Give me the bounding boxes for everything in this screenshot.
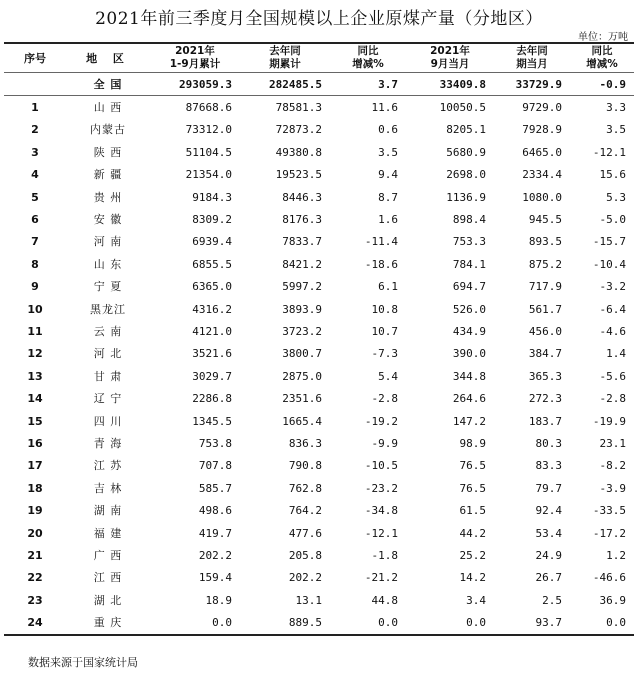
cell-month: 344.8	[452, 369, 486, 383]
cell-month: 147.2	[452, 414, 486, 428]
cell-region: 广 西	[93, 548, 123, 562]
cell-ytd: 6855.5	[192, 257, 232, 271]
cell-last-month: 92.4	[535, 504, 562, 518]
cell-index: 7	[31, 235, 39, 249]
cell-region: 福 建	[93, 526, 123, 540]
cell-ytd-yoy: 3.7	[378, 77, 398, 91]
cell-last-month: 6465.0	[522, 145, 562, 159]
cell-ytd: 6365.0	[192, 280, 232, 294]
cell-ytd: 8309.2	[192, 213, 232, 227]
cell-ytd: 3029.7	[192, 369, 232, 383]
header-last-ytd-line1: 去年同	[269, 45, 301, 57]
cell-month: 1136.9	[446, 190, 486, 204]
cell-last-month: 93.7	[535, 616, 562, 630]
cell-last-ytd: 764.2	[288, 504, 322, 518]
cell-last-ytd: 3893.9	[282, 302, 322, 316]
table-row	[4, 522, 634, 544]
cell-last-ytd: 1665.4	[282, 414, 322, 428]
cell-month-yoy: 5.3	[606, 190, 626, 204]
cell-last-month: 717.9	[528, 280, 562, 294]
cell-last-month: 26.7	[535, 571, 562, 585]
header-last-ytd	[240, 43, 330, 73]
table-header-row	[4, 43, 634, 73]
cell-region: 湖 南	[93, 504, 123, 518]
cell-last-ytd: 72873.2	[275, 123, 322, 137]
header-region: 地 区	[66, 43, 150, 73]
cell-month: 14.2	[459, 571, 486, 585]
cell-region: 四 川	[93, 414, 123, 428]
cell-index: 14	[27, 392, 43, 406]
cell-last-ytd: 5997.2	[282, 280, 322, 294]
cell-month: 390.0	[452, 347, 486, 361]
cell-index: 1	[31, 101, 39, 115]
cell-last-month: 53.4	[535, 526, 562, 540]
cell-ytd: 202.2	[198, 548, 232, 562]
cell-region: 辽 宁	[93, 392, 123, 406]
cell-ytd-yoy: -19.2	[364, 414, 398, 428]
cell-ytd: 6939.4	[192, 235, 232, 249]
cell-ytd-yoy: 10.8	[371, 302, 398, 316]
cell-ytd-yoy: 6.1	[378, 280, 398, 294]
cell-month: 898.4	[452, 213, 486, 227]
cell-month-yoy: -46.6	[592, 571, 626, 585]
cell-region: 贵 州	[93, 190, 123, 204]
cell-last-ytd: 205.8	[288, 548, 322, 562]
cell-ytd-yoy: -11.4	[364, 235, 398, 249]
cell-region: 安 徽	[93, 213, 123, 227]
cell-ytd-yoy: 1.6	[378, 213, 398, 227]
cell-index: 13	[27, 369, 43, 383]
cell-last-month: 83.3	[535, 459, 562, 473]
header-ytd-line2: 1-9月累计	[169, 58, 221, 70]
cell-last-ytd: 790.8	[288, 459, 322, 473]
cell-last-ytd: 13.1	[295, 593, 322, 607]
cell-ytd-yoy: -2.8	[371, 392, 398, 406]
cell-index	[4, 73, 66, 96]
cell-month-yoy: -5.6	[599, 369, 626, 383]
cell-last-ytd: 477.6	[288, 526, 322, 540]
cell-last-ytd: 8421.2	[282, 257, 322, 271]
cell-month-yoy: 3.5	[606, 123, 626, 137]
cell-region: 甘 肃	[93, 369, 123, 383]
cell-last-ytd: 19523.5	[275, 168, 322, 182]
cell-month: 25.2	[459, 548, 486, 562]
cell-region: 江 苏	[93, 459, 123, 473]
cell-region: 黑龙江	[90, 302, 126, 316]
cell-last-ytd: 889.5	[288, 616, 322, 630]
cell-month-yoy: -2.8	[599, 392, 626, 406]
cell-index: 21	[27, 548, 43, 562]
coal-production-table	[4, 42, 634, 636]
cell-index: 2	[31, 123, 39, 137]
cell-month-yoy: -5.0	[599, 213, 626, 227]
cell-ytd: 1345.5	[192, 414, 232, 428]
table-row	[4, 499, 634, 521]
header-index: 序号	[4, 43, 66, 73]
header-ytd-yoy-line2: 增减%	[352, 58, 384, 70]
table-row	[4, 343, 634, 365]
cell-region: 内蒙古	[90, 123, 126, 137]
cell-month: 434.9	[452, 324, 486, 338]
cell-region: 全 国	[93, 77, 123, 91]
table-row	[4, 320, 634, 342]
table-row	[4, 544, 634, 566]
cell-index: 8	[31, 257, 39, 271]
cell-region: 青 海	[93, 436, 123, 450]
cell-ytd: 51104.5	[185, 145, 232, 159]
header-ytd-line1: 2021年	[175, 45, 215, 57]
cell-month: 10050.5	[439, 101, 486, 115]
header-last-month-line2: 期当月	[516, 58, 548, 70]
cell-region: 山 东	[93, 257, 123, 271]
cell-last-month: 893.5	[528, 235, 562, 249]
cell-last-ytd: 8446.3	[282, 190, 322, 204]
cell-ytd: 753.8	[198, 436, 232, 450]
cell-last-month: 1080.0	[522, 190, 562, 204]
cell-ytd-yoy: 9.4	[378, 168, 398, 182]
cell-month: 33409.8	[439, 77, 486, 91]
table-row	[4, 253, 634, 275]
cell-month-yoy: -3.9	[599, 481, 626, 495]
cell-ytd-yoy: 10.7	[371, 324, 398, 338]
cell-ytd: 585.7	[198, 481, 232, 495]
header-month-yoy-line1: 同比	[591, 45, 613, 57]
cell-last-month: 2.5	[542, 593, 562, 607]
cell-ytd-yoy: -10.5	[364, 459, 398, 473]
cell-month: 264.6	[452, 392, 486, 406]
cell-month: 0.0	[466, 616, 486, 630]
cell-index: 5	[31, 190, 39, 204]
cell-ytd-yoy: -1.8	[371, 548, 398, 562]
cell-region: 山 西	[93, 101, 123, 115]
cell-month-yoy: -17.2	[592, 526, 626, 540]
cell-ytd: 9184.3	[192, 190, 232, 204]
cell-ytd-yoy: 3.5	[378, 145, 398, 159]
cell-ytd: 4121.0	[192, 324, 232, 338]
cell-last-month: 24.9	[535, 548, 562, 562]
table-row	[4, 164, 634, 186]
cell-month-yoy: -8.2	[599, 459, 626, 473]
cell-last-month: 9729.0	[522, 101, 562, 115]
cell-region: 吉 林	[93, 481, 123, 495]
cell-last-month: 183.7	[528, 414, 562, 428]
cell-last-month: 80.3	[535, 436, 562, 450]
cell-region: 河 北	[93, 347, 123, 361]
cell-index: 18	[27, 481, 43, 495]
cell-ytd: 293059.3	[179, 77, 232, 91]
cell-ytd-yoy: 0.0	[378, 616, 398, 630]
cell-last-month: 7928.9	[522, 123, 562, 137]
cell-month: 5680.9	[446, 145, 486, 159]
cell-region: 河 南	[93, 235, 123, 249]
table-row	[4, 477, 634, 499]
cell-last-month: 272.3	[528, 392, 562, 406]
cell-month: 694.7	[452, 280, 486, 294]
cell-month: 61.5	[459, 504, 486, 518]
table-row	[4, 141, 634, 163]
cell-index: 6	[31, 213, 39, 227]
cell-last-month: 945.5	[528, 213, 562, 227]
cell-last-ytd: 3723.2	[282, 324, 322, 338]
cell-last-ytd: 49380.8	[275, 145, 322, 159]
cell-region: 陕 西	[93, 145, 123, 159]
cell-last-ytd: 3800.7	[282, 347, 322, 361]
cell-index: 12	[27, 347, 43, 361]
table-row	[4, 231, 634, 253]
cell-region: 湖 北	[93, 593, 123, 607]
cell-last-ytd: 78581.3	[275, 101, 322, 115]
header-month-yoy	[570, 43, 634, 73]
cell-region: 宁 夏	[93, 280, 123, 294]
cell-region: 重 庆	[93, 616, 123, 630]
cell-last-month: 875.2	[528, 257, 562, 271]
table-row	[4, 298, 634, 320]
cell-ytd-yoy: 5.4	[378, 369, 398, 383]
cell-index: 24	[27, 616, 43, 630]
table-row	[4, 276, 634, 298]
cell-month-yoy: 3.3	[606, 101, 626, 115]
table-row	[4, 611, 634, 634]
cell-ytd-yoy: 44.8	[371, 593, 398, 607]
table-row	[4, 432, 634, 454]
table-row-total	[4, 73, 634, 96]
cell-ytd-yoy: -34.8	[364, 504, 398, 518]
cell-ytd-yoy: -21.2	[364, 571, 398, 585]
header-ytd-yoy	[330, 43, 406, 73]
cell-last-ytd: 202.2	[288, 571, 322, 585]
cell-month-yoy: 36.9	[599, 593, 626, 607]
cell-month: 2698.0	[446, 168, 486, 182]
table-row	[4, 186, 634, 208]
cell-ytd: 2286.8	[192, 392, 232, 406]
cell-index: 17	[27, 459, 43, 473]
cell-month: 8205.1	[446, 123, 486, 137]
cell-month: 526.0	[452, 302, 486, 316]
cell-region: 江 西	[93, 571, 123, 585]
cell-ytd: 707.8	[198, 459, 232, 473]
cell-ytd-yoy: -7.3	[371, 347, 398, 361]
cell-index: 4	[31, 168, 39, 182]
cell-ytd-yoy: 0.6	[378, 123, 398, 137]
cell-ytd: 498.6	[198, 504, 232, 518]
cell-index: 3	[31, 145, 39, 159]
cell-last-ytd: 7833.7	[282, 235, 322, 249]
cell-last-month: 2334.4	[522, 168, 562, 182]
header-month	[406, 43, 494, 73]
cell-ytd-yoy: -18.6	[364, 257, 398, 271]
table-row	[4, 96, 634, 119]
cell-index: 15	[27, 414, 43, 428]
table-row	[4, 589, 634, 611]
table-row	[4, 410, 634, 432]
cell-region: 新 疆	[93, 168, 123, 182]
cell-ytd-yoy: -9.9	[371, 436, 398, 450]
cell-last-month: 561.7	[528, 302, 562, 316]
table-row	[4, 455, 634, 477]
unit-label: 单位：万吨	[578, 32, 628, 43]
cell-index: 19	[27, 504, 43, 518]
table-row	[4, 567, 634, 589]
cell-month-yoy: -15.7	[592, 235, 626, 249]
cell-month: 76.5	[459, 481, 486, 495]
cell-last-ytd: 282485.5	[269, 77, 322, 91]
cell-ytd-yoy: 8.7	[378, 190, 398, 204]
cell-last-month: 456.0	[528, 324, 562, 338]
cell-ytd: 3521.6	[192, 347, 232, 361]
header-month-line2: 9月当月	[430, 58, 470, 70]
cell-ytd: 18.9	[205, 593, 232, 607]
cell-month: 44.2	[459, 526, 486, 540]
cell-ytd-yoy: 11.6	[371, 101, 398, 115]
cell-ytd: 73312.0	[185, 123, 232, 137]
cell-month: 784.1	[452, 257, 486, 271]
cell-month-yoy: -0.9	[599, 77, 626, 91]
cell-month-yoy: -19.9	[592, 414, 626, 428]
page-title: 2021年前三季度月全国规模以上企业原煤产量（分地区）	[95, 9, 543, 29]
cell-last-month: 33729.9	[515, 77, 562, 91]
cell-last-ytd: 8176.3	[282, 213, 322, 227]
header-last-month-line1: 去年同	[516, 45, 548, 57]
cell-last-ytd: 2351.6	[282, 392, 322, 406]
cell-month-yoy: 1.2	[606, 548, 626, 562]
header-last-month	[494, 43, 570, 73]
cell-ytd: 0.0	[212, 616, 232, 630]
cell-month: 753.3	[452, 235, 486, 249]
cell-ytd: 87668.6	[185, 101, 232, 115]
cell-ytd-yoy: -12.1	[364, 526, 398, 540]
header-last-ytd-line2: 期累计	[269, 58, 301, 70]
cell-month-yoy: -6.4	[599, 302, 626, 316]
cell-last-month: 79.7	[535, 481, 562, 495]
source-note: 数据来源于国家统计局	[28, 656, 138, 669]
table-row	[4, 365, 634, 387]
cell-ytd: 419.7	[198, 526, 232, 540]
cell-last-ytd: 2875.0	[282, 369, 322, 383]
table-row	[4, 387, 634, 409]
table-row	[4, 119, 634, 141]
header-month-yoy-line2: 增减%	[586, 58, 618, 70]
cell-month-yoy: 15.6	[599, 168, 626, 182]
cell-region: 云 南	[93, 324, 123, 338]
header-ytd	[150, 43, 240, 73]
header-ytd-yoy-line1: 同比	[357, 45, 379, 57]
cell-month: 3.4	[466, 593, 486, 607]
cell-month-yoy: -33.5	[592, 504, 626, 518]
cell-index: 23	[27, 593, 43, 607]
cell-last-month: 384.7	[528, 347, 562, 361]
cell-month-yoy: -3.2	[599, 280, 626, 294]
cell-last-ytd: 762.8	[288, 481, 322, 495]
cell-index: 20	[27, 526, 43, 540]
table-row	[4, 208, 634, 230]
cell-month: 76.5	[459, 459, 486, 473]
cell-month-yoy: -10.4	[592, 257, 626, 271]
header-month-line1: 2021年	[430, 45, 470, 57]
cell-ytd: 159.4	[198, 571, 232, 585]
cell-last-month: 365.3	[528, 369, 562, 383]
cell-ytd-yoy: -23.2	[364, 481, 398, 495]
cell-index: 22	[27, 571, 43, 585]
cell-month-yoy: 0.0	[606, 616, 626, 630]
cell-ytd: 4316.2	[192, 302, 232, 316]
cell-month-yoy: -4.6	[599, 324, 626, 338]
cell-last-ytd: 836.3	[288, 436, 322, 450]
cell-index: 16	[27, 436, 43, 450]
cell-ytd: 21354.0	[185, 168, 232, 182]
cell-month: 98.9	[459, 436, 486, 450]
cell-month-yoy: -12.1	[592, 145, 626, 159]
cell-month-yoy: 23.1	[599, 436, 626, 450]
cell-month-yoy: 1.4	[606, 347, 626, 361]
cell-index: 10	[27, 302, 43, 316]
cell-index: 9	[31, 280, 39, 294]
cell-index: 11	[27, 324, 43, 338]
